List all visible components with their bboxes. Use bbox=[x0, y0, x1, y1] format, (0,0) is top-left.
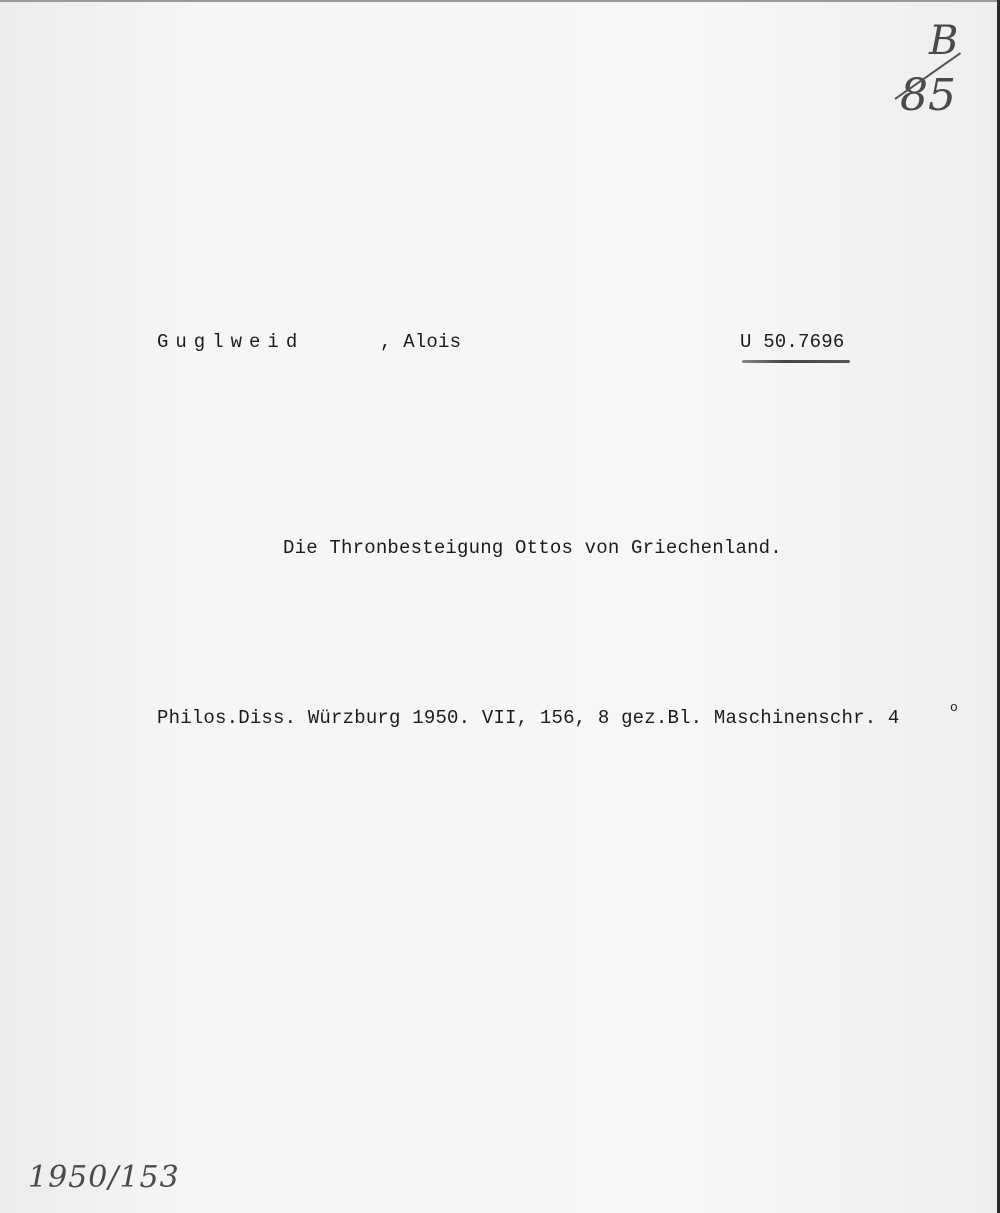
author-firstname bbox=[380, 331, 461, 353]
handwritten-letter: B bbox=[929, 18, 959, 64]
work-title: Die Thronbesteigung Ottos von Griechenland. bbox=[283, 537, 782, 559]
format-superscript: o bbox=[950, 700, 959, 715]
shelfmark-underline bbox=[742, 360, 850, 363]
author-surname: Guglweid bbox=[157, 331, 305, 353]
handwritten-number: 85 bbox=[900, 70, 956, 121]
author-comma: , bbox=[380, 331, 392, 353]
card-top-edge bbox=[0, 0, 1000, 2]
author-firstname-text: Alois bbox=[403, 331, 462, 353]
shelfmark: U 50.7696 bbox=[740, 331, 845, 353]
imprint-line: Philos.Diss. Würzburg 1950. VII, 156, 8 gez.Bl. Maschinenschr. 4 bbox=[157, 707, 900, 729]
handwritten-accession-number: 1950/153 bbox=[28, 1160, 180, 1195]
